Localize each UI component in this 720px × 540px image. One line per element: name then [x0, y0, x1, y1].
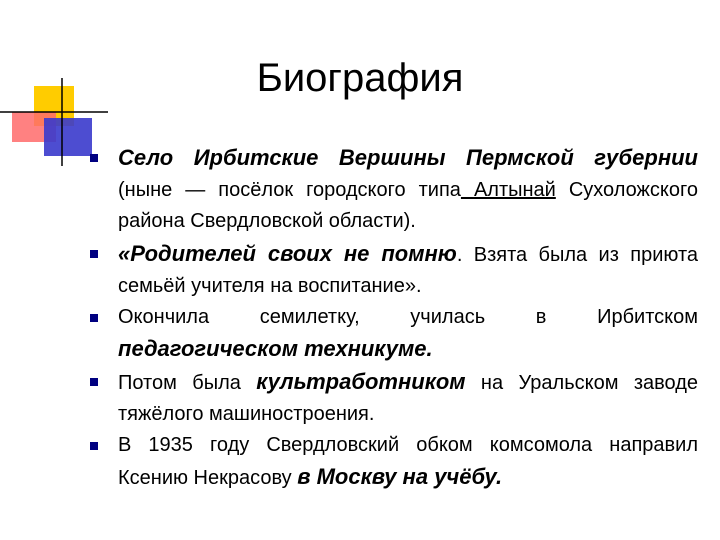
bullet-text: на Уральском заводе тяжёлого машиностроения. — [118, 372, 699, 425]
bullet-text-emphasis: «Родителей своих не помню — [118, 241, 457, 266]
bullet-item — [88, 430, 698, 494]
bullet-text-emphasis: педагогическом техникуме. — [118, 336, 433, 361]
bullet-marker — [90, 154, 98, 162]
bullet-list — [88, 142, 698, 494]
bullet-item — [88, 238, 698, 302]
bullet-marker — [90, 378, 98, 386]
bullet-item — [88, 142, 698, 237]
bullet-text: Потом была — [118, 372, 257, 394]
bullet-item — [88, 302, 698, 366]
bullet-item — [88, 366, 698, 430]
bullet-text: Окончила семилетку, училась в Ирбитском — [118, 306, 698, 328]
slide-title: Биография — [256, 56, 464, 100]
bullet-marker — [90, 442, 98, 450]
bullet-text-underlined: Алтынай — [460, 179, 556, 201]
bullet-text: (ныне — посёлок городского типа — [118, 179, 461, 201]
bullet-text: Сухоложского района Свердловской области). — [118, 179, 698, 232]
bullet-text-emphasis: культработником — [256, 369, 466, 394]
bullet-text-emphasis: Село Ирбитские Вершины Пермской губернии — [118, 145, 698, 170]
bullet-marker — [90, 314, 98, 322]
bullet-text: В 1935 году Свердловский обком комсомола направил Ксению Некрасову — [118, 434, 698, 489]
bullet-text: . Взята была из приюта семьёй учителя на воспитание». — [118, 244, 699, 297]
deco-blue-square — [44, 118, 92, 156]
bullet-text-emphasis: в Москву на учёбу. — [297, 464, 503, 489]
bullet-marker — [90, 250, 98, 258]
